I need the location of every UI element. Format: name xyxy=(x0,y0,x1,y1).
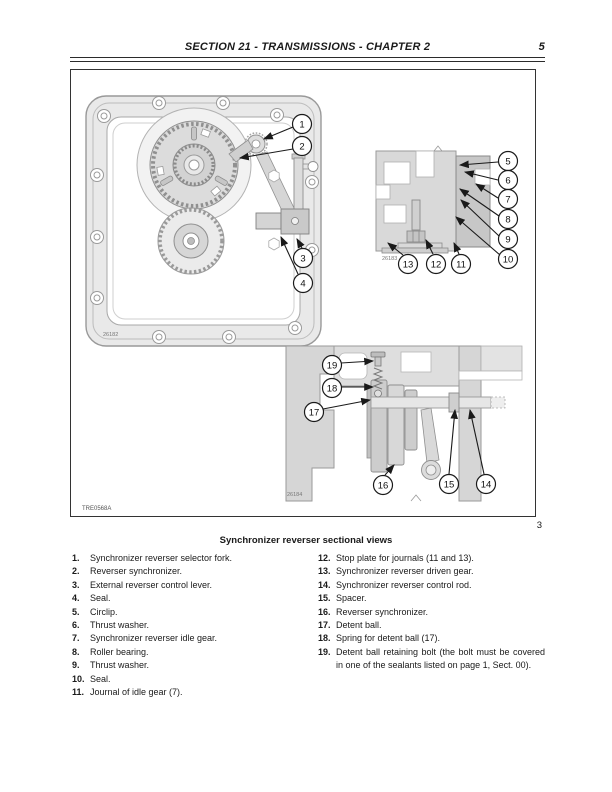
callout-15 xyxy=(440,410,459,494)
legend-item-number: 2. xyxy=(72,566,80,577)
svg-text:17: 17 xyxy=(308,407,320,419)
legend-item-number: 19. xyxy=(318,646,331,657)
legend-item xyxy=(72,606,318,619)
break-mark xyxy=(434,146,442,151)
legend-item xyxy=(72,632,318,645)
legend-item xyxy=(318,565,545,578)
header-page-number: 5 xyxy=(538,41,545,53)
page-header xyxy=(70,41,545,53)
legend-item-text: Seal. xyxy=(90,593,111,604)
legend-item-text: Thrust washer. xyxy=(90,660,150,671)
legend-item-number: 18. xyxy=(318,633,331,644)
legend-item-number: 16. xyxy=(318,606,331,617)
legend-item-text: Seal. xyxy=(90,673,111,684)
front-view-drawing xyxy=(86,96,321,346)
legend-right-column xyxy=(318,552,545,699)
header-title: SECTION 21 - TRANSMISSIONS - CHAPTER 2 xyxy=(184,41,431,53)
reverser-synchronizer-gear xyxy=(137,108,251,222)
legend-item-text: Journal of idle gear (7). xyxy=(90,687,183,698)
legend-item-text: Synchronizer reverser selector fork. xyxy=(90,553,233,563)
legend-item-text: Reverser synchronizer. xyxy=(336,606,429,617)
legend-item-text: Stop plate for journals (11 and 13). xyxy=(336,553,474,563)
legend-item-number: 5. xyxy=(72,606,80,617)
figure-code: TRE0568A xyxy=(82,506,112,512)
svg-text:11: 11 xyxy=(456,259,466,271)
legend-item-text: Spacer. xyxy=(336,593,367,604)
legend-item xyxy=(72,579,318,592)
legend-item-text: Circlip. xyxy=(90,606,118,617)
legend-item-text: Thrust washer. xyxy=(90,620,150,631)
legend-item-number: 1. xyxy=(72,553,80,563)
subfigure-label-26182: 26182 xyxy=(103,332,119,338)
figure-box xyxy=(70,69,536,517)
legend-item xyxy=(318,646,545,673)
legend-item-text: Synchronizer reverser idle gear. xyxy=(90,633,218,644)
legend-item-number: 6. xyxy=(72,620,80,631)
legend-item xyxy=(318,619,545,632)
legend-item-text: Detent ball. xyxy=(336,620,382,631)
svg-text:9: 9 xyxy=(505,234,511,246)
legend-item xyxy=(72,673,318,686)
legend-item-number: 17. xyxy=(318,620,331,631)
legend-item xyxy=(72,565,318,578)
legend-item xyxy=(72,592,318,605)
idle-gear xyxy=(158,208,224,274)
legend-item-number: 3. xyxy=(72,579,80,590)
svg-text:18: 18 xyxy=(326,383,338,395)
legend-item xyxy=(72,659,318,672)
legend-item-text: Detent ball retaining bolt (the bolt must be covered in one of the sealants listed on page 1, Sect. 00). xyxy=(336,646,545,671)
legend-item xyxy=(72,646,318,659)
legend-item xyxy=(318,592,545,605)
callout-17 xyxy=(305,400,371,422)
legend xyxy=(72,552,545,699)
svg-text:12: 12 xyxy=(430,259,442,271)
svg-text:16: 16 xyxy=(377,480,389,492)
figure-caption: Synchronizer reverser sectional views xyxy=(219,535,393,546)
legend-item-number: 13. xyxy=(318,566,331,577)
svg-text:5: 5 xyxy=(505,156,511,168)
legend-left-column xyxy=(72,552,318,699)
svg-text:19: 19 xyxy=(326,360,338,372)
legend-item-number: 14. xyxy=(318,579,331,590)
legend-item xyxy=(72,619,318,632)
legend-item-number: 8. xyxy=(72,646,80,657)
legend-item-number: 11. xyxy=(72,687,85,698)
legend-item-text: External reverser control lever. xyxy=(90,579,213,590)
legend-item-text: Roller bearing. xyxy=(90,646,149,657)
legend-item xyxy=(318,552,545,565)
svg-text:15: 15 xyxy=(443,479,455,491)
svg-text:14: 14 xyxy=(480,479,492,491)
legend-item xyxy=(318,579,545,592)
figure-image xyxy=(71,70,535,516)
break-mark xyxy=(411,495,421,501)
legend-item xyxy=(72,686,318,699)
legend-item xyxy=(318,606,545,619)
svg-text:13: 13 xyxy=(402,259,414,271)
header-rule xyxy=(70,57,545,62)
svg-text:4: 4 xyxy=(300,278,306,290)
legend-item-text: Synchronizer reverser driven gear. xyxy=(336,566,474,577)
legend-item xyxy=(318,632,545,645)
svg-text:10: 10 xyxy=(502,254,514,266)
legend-item-text: Synchronizer reverser control rod. xyxy=(336,579,472,590)
legend-item-number: 10. xyxy=(72,673,85,684)
section-view-top xyxy=(376,146,490,262)
legend-item-text: Spring for detent ball (17). xyxy=(336,633,441,644)
svg-text:1: 1 xyxy=(299,119,305,131)
svg-text:7: 7 xyxy=(505,194,511,206)
legend-item-number: 9. xyxy=(72,660,80,671)
svg-text:6: 6 xyxy=(505,175,511,187)
subfigure-label-26184: 26184 xyxy=(287,492,303,498)
legend-item-number: 7. xyxy=(72,633,80,644)
subfigure-label-26183: 26183 xyxy=(382,256,398,262)
legend-item-text: Reverser synchronizer. xyxy=(90,566,183,577)
legend-item-number: 4. xyxy=(72,593,80,604)
svg-text:8: 8 xyxy=(505,214,511,226)
svg-text:2: 2 xyxy=(299,141,305,153)
svg-text:3: 3 xyxy=(300,253,306,265)
legend-item-number: 12. xyxy=(318,553,331,563)
figure-number: 3 xyxy=(536,520,542,531)
legend-item xyxy=(72,552,318,565)
legend-item-number: 15. xyxy=(318,593,331,604)
